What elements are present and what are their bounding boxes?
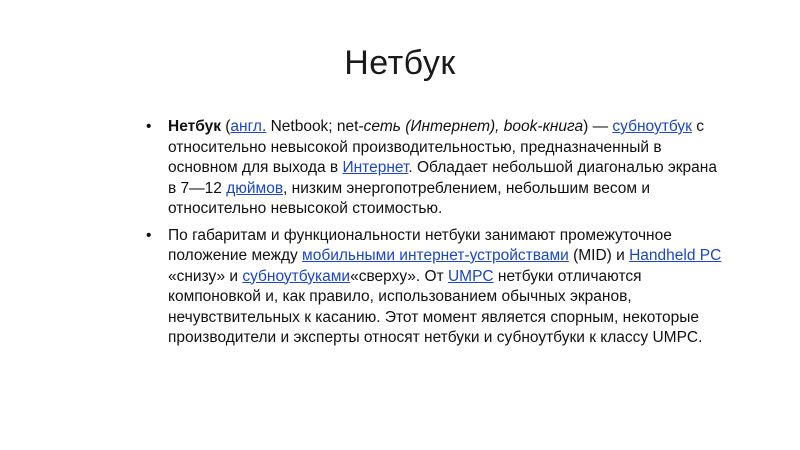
text-segment: «сверху». От bbox=[350, 267, 448, 285]
text-segment: ( bbox=[220, 118, 231, 135]
bullet-item-netbook-definition bbox=[146, 117, 726, 220]
link-subnotebook[interactable]: субноутбук bbox=[612, 118, 692, 135]
link-inches[interactable]: дюймов bbox=[226, 179, 284, 197]
link-subnotebooks[interactable]: субноутбуками bbox=[242, 267, 351, 285]
slide-title: Нетбук bbox=[344, 44, 456, 82]
text-segment: . Обладает небольшой диагональю экрана в 7—12 bbox=[168, 159, 717, 197]
bullet-icon: • bbox=[146, 118, 152, 135]
text-segment: (MID) и bbox=[568, 247, 630, 264]
link-angl[interactable]: англ. bbox=[230, 118, 267, 135]
text-segment: нетбуки отличаются компоновкой и, как правило, использованием обычных экранов, нечувствительных к касанию. Этот момент является спорным, некоторые производители и эксперты относят нетбуки и субноутбуки к классу UMPC. bbox=[168, 267, 703, 346]
bullet-list bbox=[146, 117, 726, 349]
link-mobile-internet-devices[interactable]: мобильными интернет-устройствами bbox=[302, 247, 569, 264]
text-segment: ) — bbox=[583, 118, 613, 135]
bullet-icon: • bbox=[146, 226, 152, 244]
text-segment: «снизу» и bbox=[168, 267, 243, 285]
english-word: Netbook; net- bbox=[270, 118, 364, 135]
bullet-item-netbook-position bbox=[146, 226, 726, 349]
gloss-italic: сеть (Интернет), book-книга bbox=[363, 118, 584, 135]
text-segment: , низким энергопотреблением, небольшим весом и относительно невысокой стоимостью. bbox=[168, 179, 651, 217]
slide-content bbox=[146, 117, 726, 355]
link-umpc[interactable]: UMPC bbox=[447, 267, 494, 285]
link-internet[interactable]: Интернет bbox=[342, 159, 409, 176]
text-segment: с относительно невысокой производительностью, предназначенный в основном для выхода в bbox=[168, 118, 704, 176]
link-handheld-pc[interactable]: Handheld PC bbox=[629, 247, 722, 264]
term-bold: Нетбук bbox=[168, 118, 221, 135]
text-segment: По габаритам и функциональности нетбуки занимают промежуточное положение между bbox=[168, 226, 672, 264]
